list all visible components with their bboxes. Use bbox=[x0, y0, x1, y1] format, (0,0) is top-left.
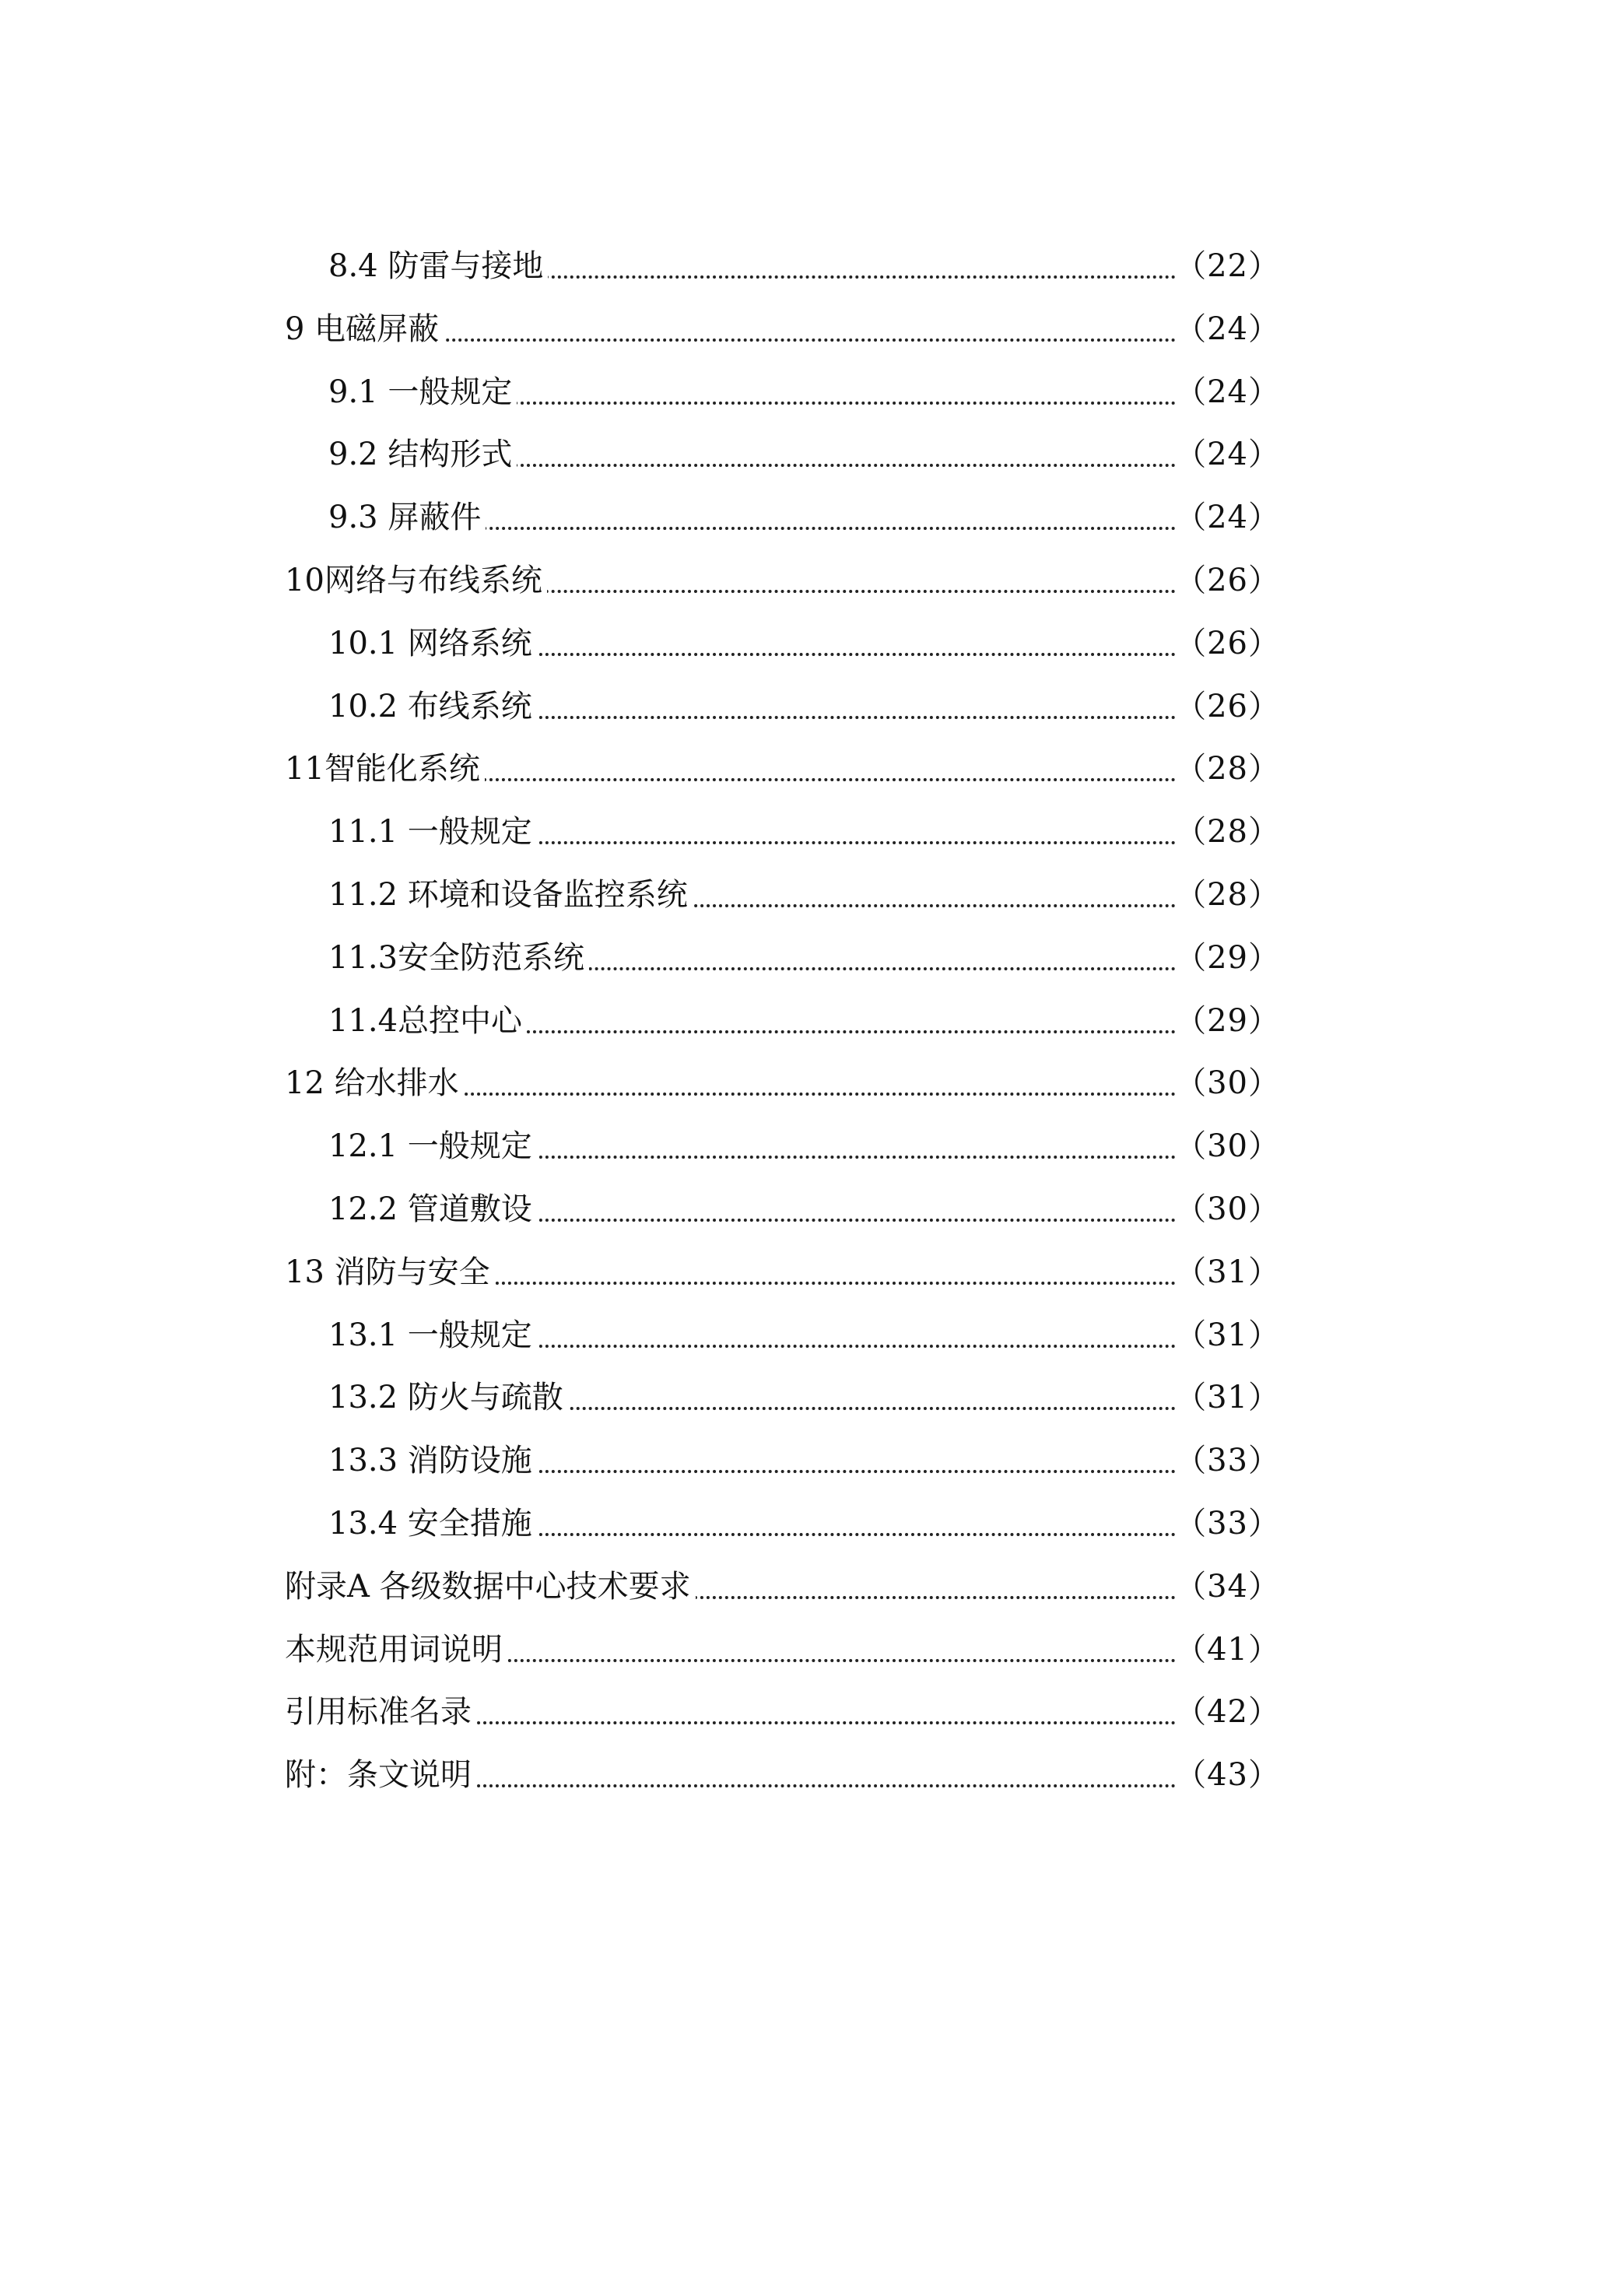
toc-entry-title: 12.2 管道敷设 bbox=[328, 1186, 537, 1233]
toc-entry[interactable] bbox=[285, 1249, 1280, 1296]
toc-entry-page-number: （33） bbox=[1175, 1506, 1280, 1542]
toc-entry[interactable] bbox=[285, 1689, 1280, 1735]
toc-entry[interactable] bbox=[328, 935, 1280, 981]
toc-entry-page-number: （33） bbox=[1175, 1443, 1280, 1479]
toc-entry-title: 引用标准名录 bbox=[285, 1689, 476, 1735]
toc-entry-title: 附：条文说明 bbox=[285, 1752, 476, 1798]
toc-entry-page-number: （24） bbox=[1175, 500, 1280, 536]
toc-entry-page-number: （26） bbox=[1175, 563, 1280, 598]
toc-entry-title: 本规范用词说明 bbox=[285, 1626, 507, 1673]
toc-entry-page-number: （26） bbox=[1175, 688, 1280, 724]
toc-entry-title: 11.1 一般规定 bbox=[328, 809, 537, 855]
toc-entry[interactable] bbox=[328, 1374, 1280, 1421]
toc-entry-title: 10网络与布线系统 bbox=[285, 557, 547, 604]
toc-entry[interactable] bbox=[285, 557, 1280, 604]
toc-entry-title: 11.4总控中心 bbox=[328, 998, 527, 1044]
toc-entry[interactable] bbox=[285, 1060, 1280, 1107]
toc-entry[interactable] bbox=[328, 1123, 1280, 1170]
toc-entry-page-number: （30） bbox=[1175, 1191, 1280, 1227]
toc-entry[interactable] bbox=[328, 683, 1280, 730]
toc-entry-title: 13 消防与安全 bbox=[285, 1249, 495, 1296]
toc-entry[interactable] bbox=[328, 620, 1280, 667]
toc-entry-title: 13.2 防火与疏散 bbox=[328, 1374, 568, 1421]
toc-entry-page-number: （31） bbox=[1175, 1380, 1280, 1416]
toc-entry-title: 13.4 安全措施 bbox=[328, 1500, 537, 1547]
toc-entry-title: 10.1 网络系统 bbox=[328, 620, 537, 667]
toc-entry-title: 13.3 消防设施 bbox=[328, 1437, 537, 1484]
toc-entry-page-number: （26） bbox=[1175, 625, 1280, 661]
toc-entry-title: 9.1 一般规定 bbox=[328, 369, 517, 416]
toc-entry[interactable] bbox=[328, 1312, 1280, 1359]
toc-entry[interactable] bbox=[328, 1437, 1280, 1484]
toc-entry-page-number: （43） bbox=[1175, 1757, 1280, 1794]
toc-entry-page-number: （28） bbox=[1175, 877, 1280, 913]
toc-entry[interactable] bbox=[328, 1186, 1280, 1233]
toc-entry[interactable] bbox=[285, 1752, 1280, 1798]
toc-entry-page-number: （28） bbox=[1175, 751, 1280, 787]
toc-entry-page-number: （24） bbox=[1175, 437, 1280, 473]
toc-entry[interactable] bbox=[285, 306, 1280, 353]
toc-entry[interactable] bbox=[285, 1563, 1280, 1610]
toc-entry-page-number: （30） bbox=[1175, 1065, 1280, 1102]
toc-entry[interactable] bbox=[328, 1500, 1280, 1547]
toc-entry-title: 12 给水排水 bbox=[285, 1060, 464, 1107]
toc-entry-page-number: （30） bbox=[1175, 1128, 1280, 1165]
toc-entry-page-number: （29） bbox=[1175, 939, 1280, 976]
toc-entry-title: 9.3 屏蔽件 bbox=[328, 494, 486, 541]
toc-entry-title: 8.4 防雷与接地 bbox=[328, 243, 548, 289]
toc-entry[interactable] bbox=[328, 243, 1280, 289]
toc-entry[interactable] bbox=[285, 745, 1280, 792]
toc-entry[interactable] bbox=[285, 1626, 1280, 1673]
toc-entry-page-number: （42） bbox=[1175, 1694, 1280, 1731]
toc-entry[interactable] bbox=[328, 494, 1280, 541]
toc-entry[interactable] bbox=[328, 872, 1280, 918]
toc-entry[interactable] bbox=[328, 998, 1280, 1044]
toc-entry-page-number: （24） bbox=[1175, 310, 1280, 347]
toc-entry[interactable] bbox=[328, 369, 1280, 416]
toc-entry-page-number: （24） bbox=[1175, 374, 1280, 410]
toc-entry-title: 11.3安全防范系统 bbox=[328, 935, 589, 981]
toc-entry-page-number: （28） bbox=[1175, 814, 1280, 851]
toc-entry-page-number: （41） bbox=[1175, 1631, 1280, 1668]
toc-entry-page-number: （31） bbox=[1175, 1254, 1280, 1290]
toc-entry-title: 10.2 布线系统 bbox=[328, 683, 537, 730]
toc-entry-page-number: （22） bbox=[1175, 248, 1280, 284]
toc-entry-title: 附录A 各级数据中心技术要求 bbox=[285, 1563, 696, 1610]
toc-entry-title: 9.2 结构形式 bbox=[328, 431, 517, 478]
toc-entry-title: 9 电磁屏蔽 bbox=[285, 306, 444, 353]
toc-entry-page-number: （29） bbox=[1175, 1002, 1280, 1039]
toc-entry-title: 11.2 环境和设备监控系统 bbox=[328, 872, 693, 918]
toc-entry-page-number: （31） bbox=[1175, 1317, 1280, 1353]
toc-entry[interactable] bbox=[328, 809, 1280, 855]
toc-entry-title: 13.1 一般规定 bbox=[328, 1312, 537, 1359]
toc-entry[interactable] bbox=[328, 431, 1280, 478]
toc-entry-title: 11智能化系统 bbox=[285, 745, 485, 792]
toc-entry-title: 12.1 一般规定 bbox=[328, 1123, 537, 1170]
toc-entry-page-number: （34） bbox=[1175, 1568, 1280, 1605]
